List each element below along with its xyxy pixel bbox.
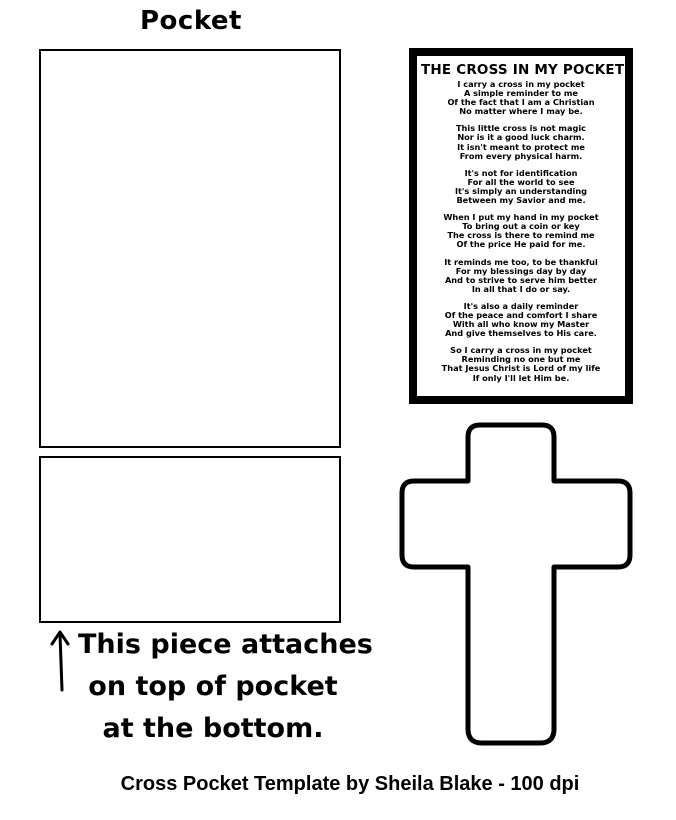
poem-line: No matter where I may be. [459,106,583,117]
footer-credit: Cross Pocket Template by Sheila Blake - 100 dpi [120,773,580,795]
poem-line: For my blessings day by day [455,265,587,276]
poem-line: For all the world to see [467,176,575,187]
pocket-flap-outline [39,456,341,623]
poem-line: If only I'll let Him be. [472,372,570,383]
poem-line: From every physical harm. [459,150,583,161]
poem-line: It's simply an understanding [454,185,588,196]
cross-outline [402,425,630,743]
poem-stanza [421,258,621,294]
attach-instructions [78,624,373,750]
poem-line: It's not for identification [464,167,578,178]
poem-line: To bring out a coin or key [462,221,580,232]
cross-cutout [398,421,634,747]
poem-line: When I put my hand in my pocket [443,212,599,223]
poem-stanza [421,169,621,205]
poem-stanza [421,124,621,160]
attach-instructions-line: on top of pocket [88,671,338,702]
pocket-body-outline [39,49,341,448]
poem-line: With all who know my Master [452,319,590,330]
attach-instructions-line: at the bottom. [102,713,324,744]
attach-instructions-line: This piece attaches [78,629,373,660]
poem-card-inner [417,56,625,396]
up-arrow-icon [46,626,74,692]
poem-line: That Jesus Christ is Lord of my life [441,363,601,374]
poem-line: Between my Savior and me. [456,195,586,206]
poem-line: It reminds me too, to be thankful [444,256,598,267]
poem-line: It's also a daily reminder [463,300,579,311]
poem-line: Reminding no one but me [461,354,581,365]
poem-line: Of the fact that I am a Christian [447,97,595,108]
pocket-title: Pocket [140,6,242,36]
poem-line: In all that I do or say. [471,283,571,294]
poem-title: THE CROSS IN MY POCKET [421,62,625,78]
poem-line: The cross is there to remind me [447,230,595,241]
poem-line: Nor is it a good luck charm. [457,132,585,143]
poem-line: It isn't meant to protect me [457,141,585,152]
poem-line: This little cross is not magic [455,123,587,134]
poem-stanza [421,213,621,249]
poem-line: Of the peace and comfort I share [444,309,598,320]
poem-line: And to strive to serve him better [444,274,598,285]
poem-line: A simple reminder to me [463,88,578,99]
poem-line: And give themselves to His care. [445,328,597,339]
poem-line: I carry a cross in my pocket [457,79,585,89]
poem-line: Of the price He paid for me. [456,239,586,250]
poem-stanza [421,346,621,382]
poem-stanza [421,302,621,338]
poem-stanza [421,80,621,116]
poem-line: So I carry a cross in my pocket [450,345,592,356]
poem-card [409,48,633,404]
